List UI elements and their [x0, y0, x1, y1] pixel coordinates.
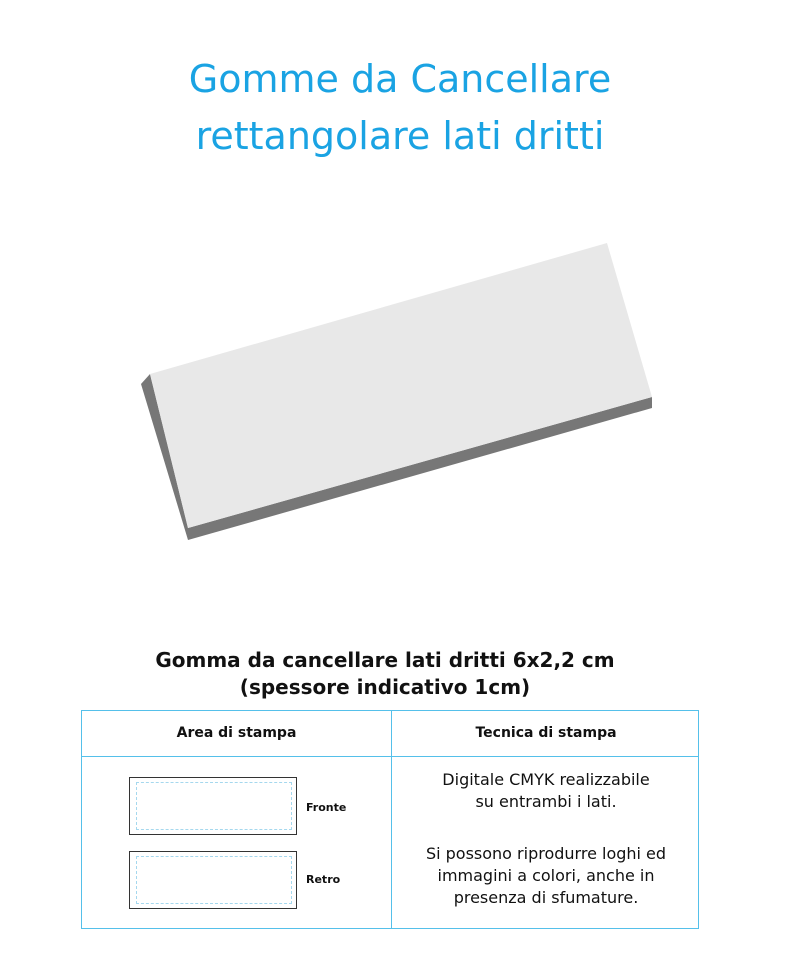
- front-safe-zone: [136, 782, 292, 830]
- spec-table: [81, 710, 699, 929]
- page-title-line2: rettangolare lati dritti: [195, 114, 605, 158]
- technique-details: [392, 843, 700, 909]
- front-label: Fronte: [306, 801, 347, 814]
- technique-line: su entrambi i lati.: [475, 792, 617, 811]
- header-print-technique: Tecnica di stampa: [475, 725, 617, 741]
- product-name: Gomma da cancellare lati dritti 6x2,2 cm: [155, 648, 615, 672]
- technique-line: Si possono riprodurre loghi ed: [425, 844, 667, 863]
- front-print-area: [129, 777, 297, 835]
- page-title-line1: Gomme da Cancellare: [188, 57, 612, 101]
- technique-line: presenza di sfumature.: [453, 888, 639, 907]
- back-print-area: [129, 851, 297, 909]
- back-label: Retro: [306, 873, 341, 886]
- thickness-note: (spessore indicativo 1cm): [239, 675, 531, 699]
- eraser-top-face: [150, 243, 652, 528]
- technique-line: Digitale CMYK realizzabile: [442, 770, 650, 789]
- header-print-area: Area di stampa: [176, 725, 297, 741]
- technique-description: [392, 769, 700, 813]
- technique-line: immagini a colori, anche in: [437, 866, 655, 885]
- row-divider: [82, 756, 698, 757]
- back-safe-zone: [136, 856, 292, 904]
